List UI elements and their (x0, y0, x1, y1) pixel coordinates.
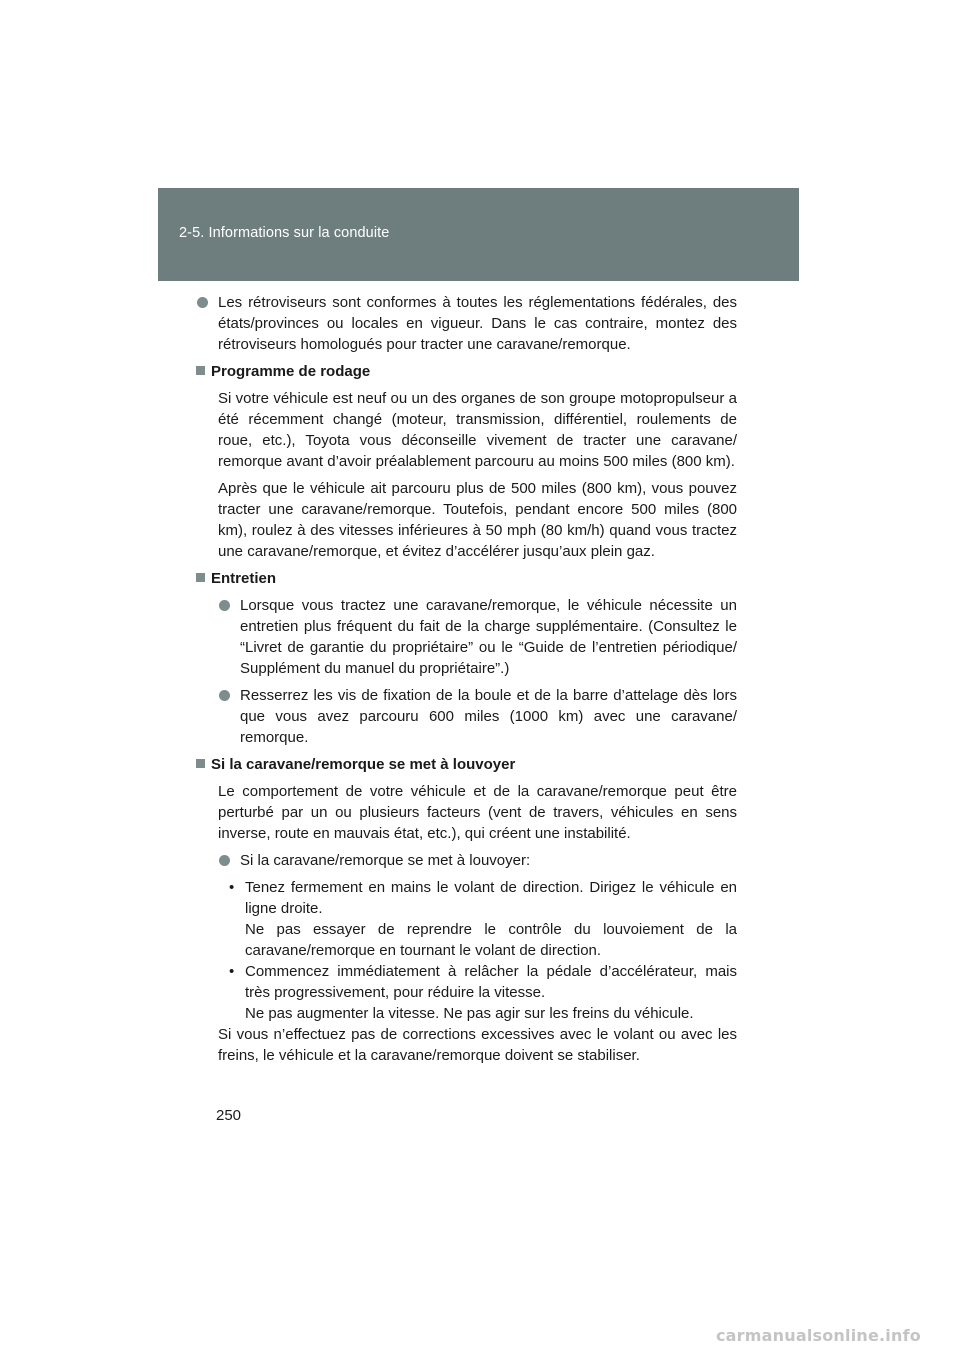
list-item (196, 292, 737, 355)
circle-bullet-icon (219, 600, 230, 611)
section-heading-rodage (196, 361, 737, 382)
square-bullet-icon (196, 573, 205, 582)
step-text: Tenez fermement en mains le volant de direction. Dirigez le véhicule en ligne droite. (245, 879, 737, 917)
step-item (196, 961, 737, 1003)
closing-paragraph: Si vous n’effectuez pas de corrections excessives avec le volant ou avec les freins, le véhicule et la caravane/remorque doivent se stabiliser. (218, 1026, 737, 1064)
bullet-text: Si la caravane/remorque se met à louvoyer: (240, 852, 531, 869)
dot-bullet-icon: • (229, 963, 235, 980)
bullet-text: Les rétroviseurs sont conformes à toutes les réglementations fédérales, des états/provinces ou locales en vigueur. Dans le cas contraire, montez des rétroviseurs homologués pour tracter une caravane/remorque. (218, 294, 737, 353)
step-item (196, 877, 737, 919)
list-item (218, 685, 737, 748)
watermark: carmanualsonline.info (716, 1326, 921, 1345)
paragraph: Après que le véhicule ait parcouru plus de 500 miles (800 km), vous pouvez tracter une caravane/remorque. Toutefois, pendant encore 500 miles (800 km), roulez à des vitesses inférieures à 50 mph (80 km/h) quand vous tractez une caravane/remorque, et évitez d’accélérer jusqu’aux plein gaz. (218, 480, 737, 560)
circle-bullet-icon (219, 855, 230, 866)
section-title: 2-5. Informations sur la conduite (179, 225, 390, 241)
section-heading-entretien (196, 568, 737, 589)
circle-bullet-icon (219, 690, 230, 701)
bullet-text: Lorsque vous tractez une caravane/remorque, le véhicule nécessite un entretien plus fréquent du fait de la charge supplémentaire. (Consultez le “Livret de garantie du propriétaire” ou le “Guide de l’entretien périodique/ Supplément du manuel du propriétaire”.) (240, 597, 737, 677)
page-content (196, 292, 737, 1066)
heading-text: Si la caravane/remorque se met à louvoyer (211, 756, 516, 773)
heading-text: Entretien (211, 570, 277, 587)
dot-bullet-icon: • (229, 879, 235, 896)
list-item (218, 595, 737, 679)
step-text: Commencez immédiatement à relâcher la pédale d’accélérateur, mais très progressivement, pour réduire la vitesse. (245, 963, 737, 1001)
section-header-band (158, 188, 799, 281)
paragraph: Le comportement de votre véhicule et de la caravane/remorque peut être perturbé par un ou plusieurs facteurs (vent de travers, véhicules en sens inverse, route en mauvais état, etc.), qui créent une instabilité. (218, 783, 737, 842)
section-heading-louvoyer (196, 754, 737, 775)
square-bullet-icon (196, 759, 205, 768)
paragraph: Si votre véhicule est neuf ou un des organes de son groupe motopropulseur a été récemment changé (moteur, transmission, différentiel, roulements de roue, etc.), Toyota vous déconseille vivement de tracter une caravane/ remorque avant d’avoir préalablement parcouru au moins 500 miles (800 km). (218, 390, 737, 470)
page-number: 250 (216, 1107, 242, 1124)
bullet-text: Resserrez les vis de fixation de la boule et de la barre d’attelage dès lors que vous avez parcouru 600 miles (1000 km) avec une caravane/ remorque. (240, 687, 737, 746)
list-item (218, 850, 737, 871)
circle-bullet-icon (197, 297, 208, 308)
square-bullet-icon (196, 366, 205, 375)
heading-text: Programme de rodage (211, 363, 371, 380)
step-note: Ne pas augmenter la vitesse. Ne pas agir sur les freins du véhicule. (245, 1005, 694, 1022)
step-note: Ne pas essayer de reprendre le contrôle du louvoiement de la caravane/remorque en tournant le volant de direction. (245, 921, 737, 959)
